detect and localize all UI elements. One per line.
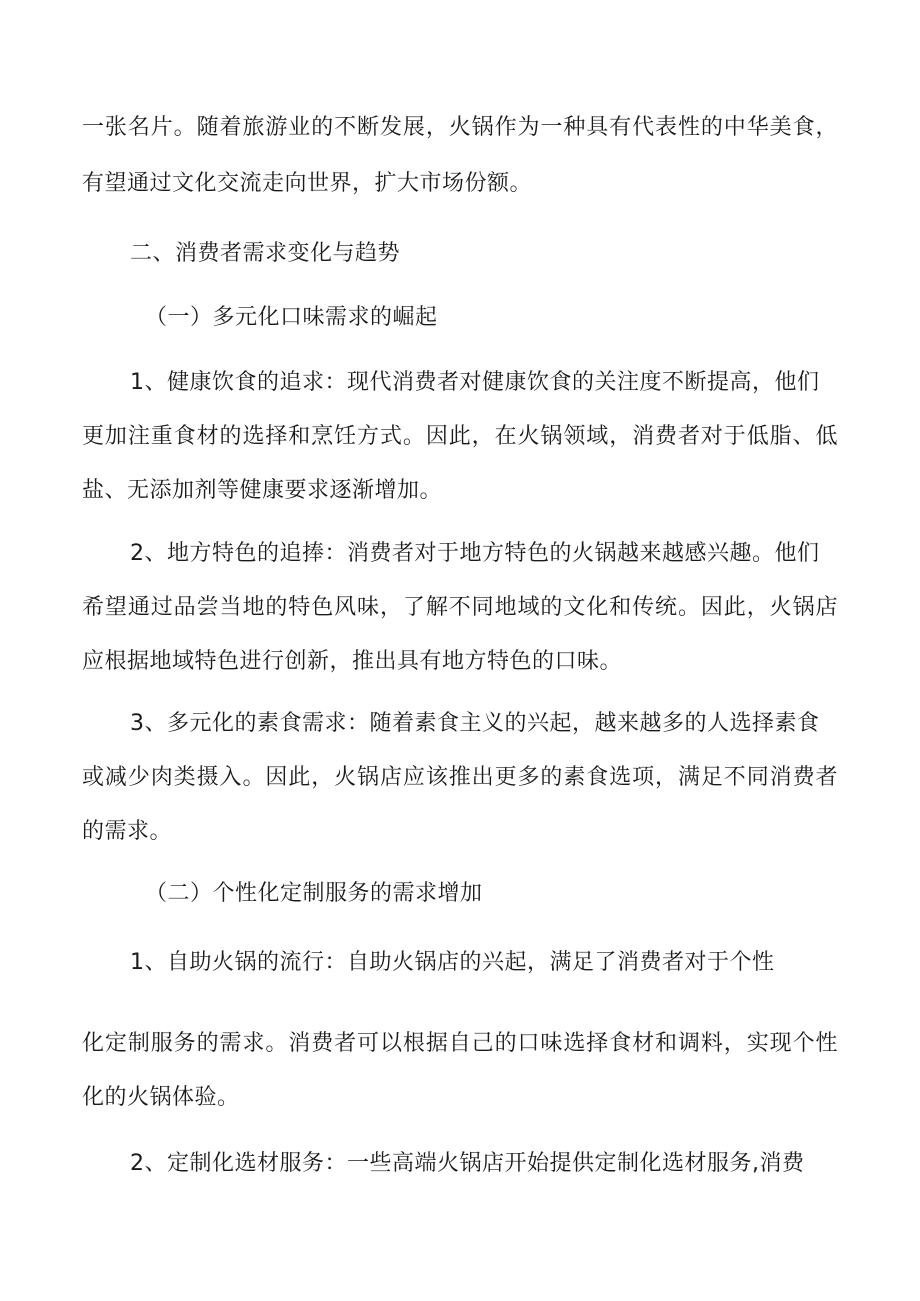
- paragraph-line: 盐、无添加剂等健康要求逐渐增加。: [82, 478, 443, 503]
- paragraph-line: 化的火锅体验。: [82, 1085, 240, 1110]
- paragraph-line: 的需求。: [82, 819, 173, 844]
- paragraph-line: 化定制服务的需求。消费者可以根据自己的口味选择食材和调料，实现个性: [82, 1031, 838, 1056]
- paragraph-line: 3、多元化的素食需求：随着素食主义的兴起，越来越多的人选择素食: [130, 711, 820, 736]
- paragraph-line: 应根据地域特色进行创新，推出具有地方特色的口味。: [82, 649, 623, 674]
- paragraph-line: 2、定制化选材服务：一些高端火锅店开始提供定制化选材服务,消费: [130, 1151, 805, 1176]
- paragraph-line: 希望通过品尝当地的特色风味，了解不同地域的文化和传统。因此，火锅店: [82, 595, 838, 620]
- paragraph-line: 或减少肉类摄入。因此，火锅店应该推出更多的素食选项，满足不同消费者: [82, 765, 838, 790]
- section-heading: 二、消费者需求变化与趋势: [130, 241, 401, 266]
- subsection-heading: （二）个性化定制服务的需求增加: [145, 881, 483, 906]
- paragraph-line: 有望通过文化交流走向世界，扩大市场份额。: [82, 171, 533, 196]
- subsection-heading: （一）多元化口味需求的崛起: [145, 305, 438, 330]
- paragraph-line: 一张名片。随着旅游业的不断发展，火锅作为一种具有代表性的中华美食，: [82, 115, 838, 140]
- paragraph-line: 1、健康饮食的追求：现代消费者对健康饮食的关注度不断提高，他们: [130, 370, 820, 395]
- paragraph-line: 2、地方特色的追捧：消费者对于地方特色的火锅越来越感兴趣。他们: [130, 541, 820, 566]
- paragraph-line: 1、自助火锅的流行：自助火锅店的兴起，满足了消费者对于个性: [130, 950, 775, 975]
- paragraph-line: 更加注重食材的选择和烹饪方式。因此，在火锅领域，消费者对于低脂、低: [82, 424, 838, 449]
